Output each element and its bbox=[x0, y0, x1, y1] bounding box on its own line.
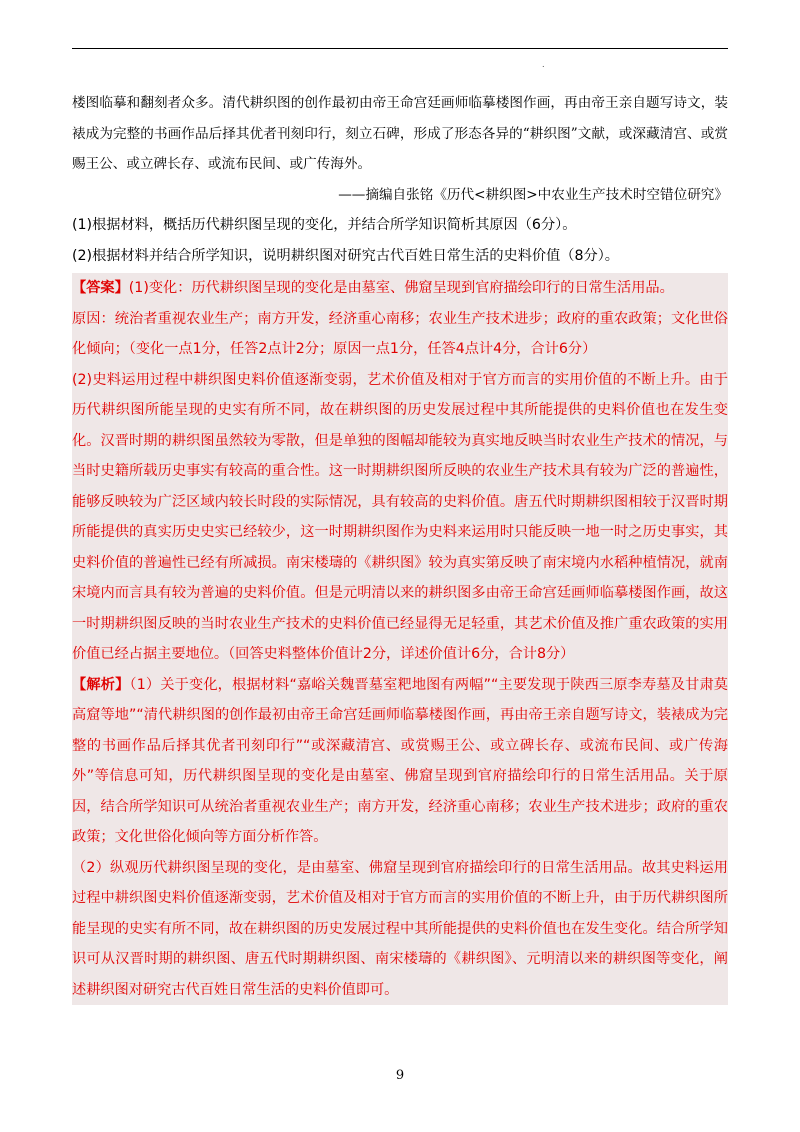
question-2: (2)根据材料并结合所学知识，说明耕织图对研究古代百姓日常生活的史料价值（8分）。 bbox=[72, 247, 619, 264]
page-number: 9 bbox=[395, 1068, 405, 1083]
answer-para-2: 原因：统治者重视农业生产；南方开发，经济重心南移；农业生产技术进步；政府的重农政策；文化世俗化倾向；（变化一点1分，任答2点计2分；原因一点1分，任答4点计4分，合计6分） bbox=[72, 304, 728, 365]
answer-para-1 bbox=[72, 273, 728, 304]
material-source: ——摘编自张铭《历代<耕织图>中农业生产技术时空错位研究》 bbox=[338, 186, 728, 203]
question-1: (1)根据材料，概括历代耕织图呈现的变化，并结合所学知识简析其原因（6分）。 bbox=[72, 217, 577, 233]
analysis-para-2: （2）纵观历代耕织图呈现的变化，是由墓室、佛窟呈现到官府描绘印行的日常生活用品。故其史料运用过程中耕织图史料价值逐渐变弱，艺术价值及相对于官方而言的实用价值的不断上升，由于历代耕织图所能呈现的史实有所不同，故在耕织图的历史发展过程中其所能提供的史料价值也在发生变化。结合所学知识可从汉晋时期的耕织图、唐五代时期耕织图、南宋楼璹的《耕织图》、元明清以来的耕织图等变化，阐述耕织图对研究古代百姓日常生活的史料价值即可。 bbox=[72, 853, 728, 1006]
analysis-tag: 【解析】 bbox=[72, 676, 130, 693]
page-content bbox=[72, 88, 728, 1005]
material-text: 楼图临摹和翻刻者众多。清代耕织图的创作最初由帝王命宫廷画师临摹楼图作画，再由帝王亲自题写诗文，装裱成为完整的书画作品后择其优者刊刻印行，刻立石碑，形成了形态各异的“耕织图”文献，或深藏清宫、或赏赐王公、或立碑长存、或流布民间、或广传海外。 bbox=[72, 95, 728, 172]
answer-para-3: (2)史料运用过程中耕织图史料价值逐渐变弱，艺术价值及相对于官方而言的实用价值的不断上升。由于历代耕织图所能呈现的史实有所不同，故在耕织图的历史发展过程中其所能提供的史料价值也在发生变化。汉晋时期的耕织图虽然较为零散，但是单独的图幅却能较为真实地反映当时农业生产技术的情况，与当时史籍所载历史事实有较高的重合性。这一时期耕织图所反映的农业生产技术具有较为广泛的普遍性，能够反映较为广泛区域内较长时段的实际情况，具有较高的史料价值。唐五代时期耕织图相较于汉晋时期所能提供的真实历史史实已经较少，这一时期耕织图作为史料来运用时只能反映一地一时之历史事实，其史料价值的普遍性已经有所减损。南宋楼璹的《耕织图》较为真实第反映了南宋境内水稻种植情况，就南宋境内而言具有较为普遍的史料价值。但是元明清以来的耕织图多由帝王命宫廷画师临摹楼图作画，故这一时期耕织图反映的当时农业生产技术的史料价值已经显得无足轻重，其艺术价值及推广重农政策的实用价值已经占据主要地位。（回答史料整体价值计2分，详述价值计6分，合计8分） bbox=[72, 365, 728, 670]
answer-block bbox=[72, 273, 728, 1005]
header-mark: . bbox=[542, 60, 545, 69]
header-rule bbox=[72, 48, 728, 49]
analysis-text-1: （1）关于变化，根据材料“嘉峪关魏晋墓室粑地图有两幅”“主要发现于陕西三原李寿墓及甘肃莫高窟等地”“清代耕织图的创作最初由帝王命宫廷画师临摹楼图作画，再由帝王亲自题写诗文，装裱成为完整的书画作品后择其优者刊刻印行”“或深藏清宫、或赏赐王公、或立碑长存、或流布民间、或广传海外”等信息可知，历代耕织图呈现的变化是由墓室、佛窟呈现到官府描绘印行的日常生活用品。关于原因，结合所学知识可从统治者重视农业生产；南方开发，经济重心南移；农业生产技术进步；政府的重农政策；文化世俗化倾向等方面分析作答。 bbox=[72, 676, 728, 845]
answer-text-1: (1)变化：历代耕织图呈现的变化是由墓室、佛窟呈现到官府描绘印行的日常生活用品。 bbox=[128, 280, 674, 296]
analysis-para-1 bbox=[72, 670, 728, 853]
answer-tag: 【答案】 bbox=[72, 280, 129, 296]
